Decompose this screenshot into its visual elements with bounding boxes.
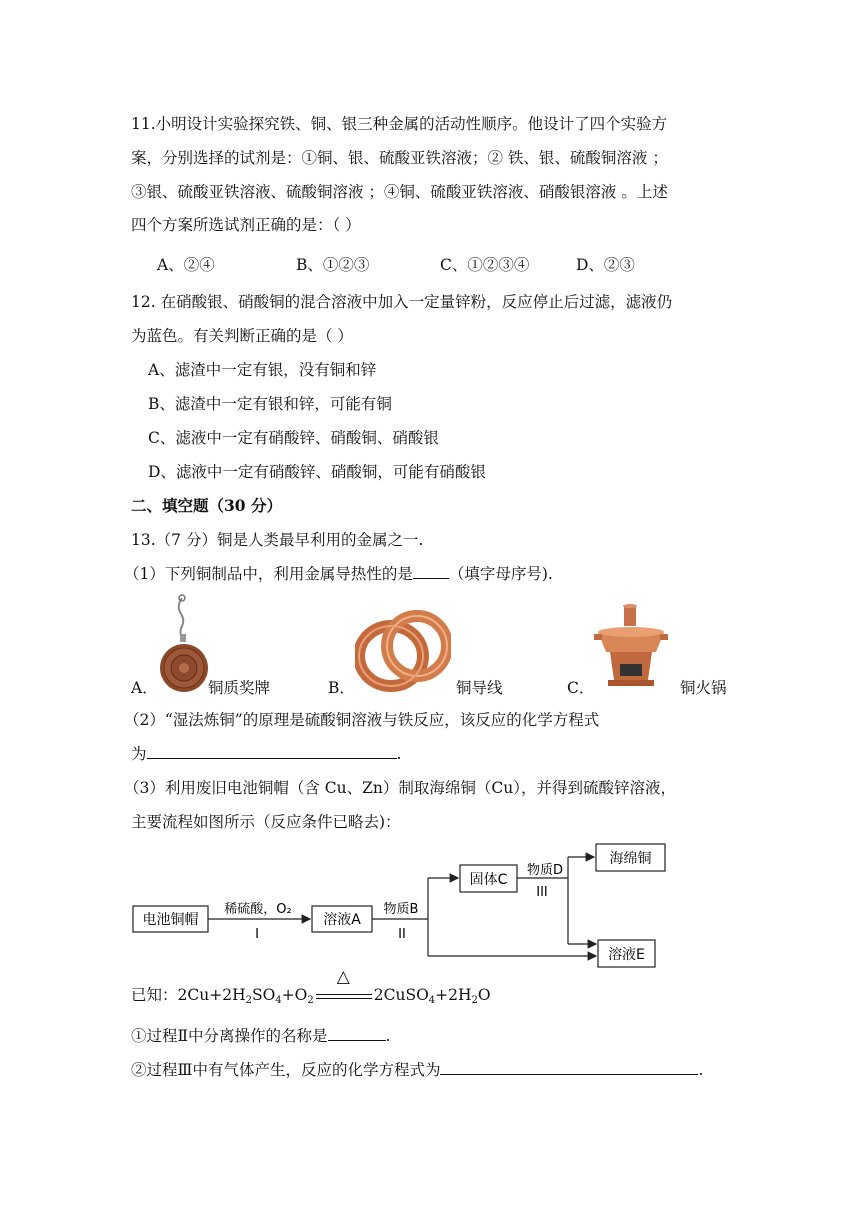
- sponge-copper-box: [596, 844, 665, 871]
- q13-part3-line-1: （3）利用废旧电池铜帽（含 Cu、Zn）制取海绵铜（Cu），并得到硫酸锌溶液，: [124, 779, 676, 797]
- q11-line-3: ③银、硫酸亚铁溶液、硫酸铜溶液 ；④铜、硫酸亚铁溶液、硝酸银溶液 。上述: [131, 183, 668, 201]
- equation-left: $2Cu+2H_2SO_4+O_2$: [177, 986, 314, 1006]
- q13-part2-line-1: （2）“湿法炼铜”的原理是硫酸铜溶液与铁反应，该反应的化学方程式: [124, 711, 600, 729]
- step-2-number: II: [398, 927, 406, 942]
- q11-option-b: B、①②③: [296, 256, 370, 274]
- q13-sub-2: [131, 1060, 703, 1080]
- sponge-copper-label: 海绵铜: [609, 851, 652, 867]
- q11-line-2: 案，分别选择的试剂是：①铜、银、硫酸亚铁溶液；② 铁、银、硫酸铜溶液 ；: [131, 149, 668, 167]
- solution-a-box: [312, 906, 372, 932]
- step-2-reagent: 物质B: [383, 902, 419, 917]
- step-1-number: I: [255, 927, 259, 942]
- battery-cap-box: [133, 906, 208, 932]
- image-c-letter: C．: [567, 679, 595, 697]
- q11-line-4: 四个方案所选试剂正确的是：（ ）: [131, 216, 361, 234]
- q13-part1-suffix: （填字母序号).: [448, 565, 553, 583]
- q12-option-b: B、滤渣中一定有银和锌，可能有铜: [148, 395, 392, 413]
- q11-option-c: C、①②③④: [440, 256, 530, 274]
- solution-a-label: 溶液A: [323, 912, 361, 928]
- step-3-number: III: [536, 885, 548, 900]
- q13-sub-1-suffix: .: [385, 1027, 391, 1045]
- q13-sub-1-blank[interactable]: [328, 1026, 386, 1041]
- q11-option-a: A、②④: [157, 256, 215, 274]
- equation-right: $2CuSO_4+2H_2O$: [373, 986, 491, 1006]
- image-b-letter: B．: [328, 679, 355, 697]
- q13-part3-line-2: 主要流程如图所示（反应条件已略去)：: [131, 813, 401, 831]
- known-equation: [131, 967, 491, 1006]
- solution-e-label: 溶液E: [608, 947, 645, 963]
- step-3-reagent: 物质D: [526, 863, 564, 878]
- image-b-caption: 铜导线: [456, 679, 503, 697]
- step-1-reagent: 稀硫酸，O₂: [224, 902, 292, 917]
- section-title: 二、填空题（30 分）: [131, 496, 282, 515]
- q12-option-d: D、滤液中一定有硝酸锌、硝酸铜，可能有硝酸银: [148, 463, 486, 481]
- q13-part2-prefix: 为: [131, 745, 147, 763]
- q12-option-c: C、滤液中一定有硝酸锌、硝酸铜、硝酸银: [148, 429, 439, 447]
- equation-condition-arrow: [316, 967, 372, 1003]
- image-a-letter: A．: [131, 679, 158, 697]
- solid-c-label: 固体C: [469, 872, 508, 888]
- q13-sub-1-text: ①过程Ⅱ中分离操作的名称是: [131, 1027, 328, 1045]
- q12-line-2: 为蓝色。有关判断正确的是（ ）: [131, 327, 353, 345]
- q11-option-d: D、②③: [576, 256, 635, 274]
- battery-cap-label: 电池铜帽: [142, 912, 199, 928]
- q13-sub-2-suffix: .: [698, 1061, 704, 1079]
- solid-c-box: [460, 865, 517, 892]
- known-prefix: 已知：: [131, 986, 178, 1004]
- solution-e-box: [598, 940, 655, 967]
- heating-symbol: △: [336, 967, 350, 987]
- q11-line-1: 11.小明设计实验探究铁、铜、银三种金属的活动性顺序。他设计了四个实验方: [131, 115, 668, 133]
- q12-line-1: 12. 在硝酸银、硝酸铜的混合溶液中加入一定量锌粉，反应停止后过滤，滤液仍: [131, 293, 673, 311]
- q13-part2-suffix: .: [396, 745, 402, 763]
- q13-intro: 13.（7 分）铜是人类最早利用的金属之一.: [131, 531, 424, 549]
- image-a-caption: 铜质奖牌: [208, 679, 271, 697]
- image-c-caption: 铜火锅: [680, 679, 727, 697]
- q13-part1-text: （1）下列铜制品中，利用金属导热性的是: [124, 565, 413, 583]
- q13-sub-2-text: ②过程Ⅲ中有气体产生，反应的化学方程式为: [131, 1061, 441, 1079]
- q13-sub-2-blank[interactable]: [440, 1060, 698, 1075]
- q12-option-a: A、滤渣中一定有银，没有铜和锌: [148, 361, 377, 379]
- q13-sub-1: [131, 1026, 390, 1046]
